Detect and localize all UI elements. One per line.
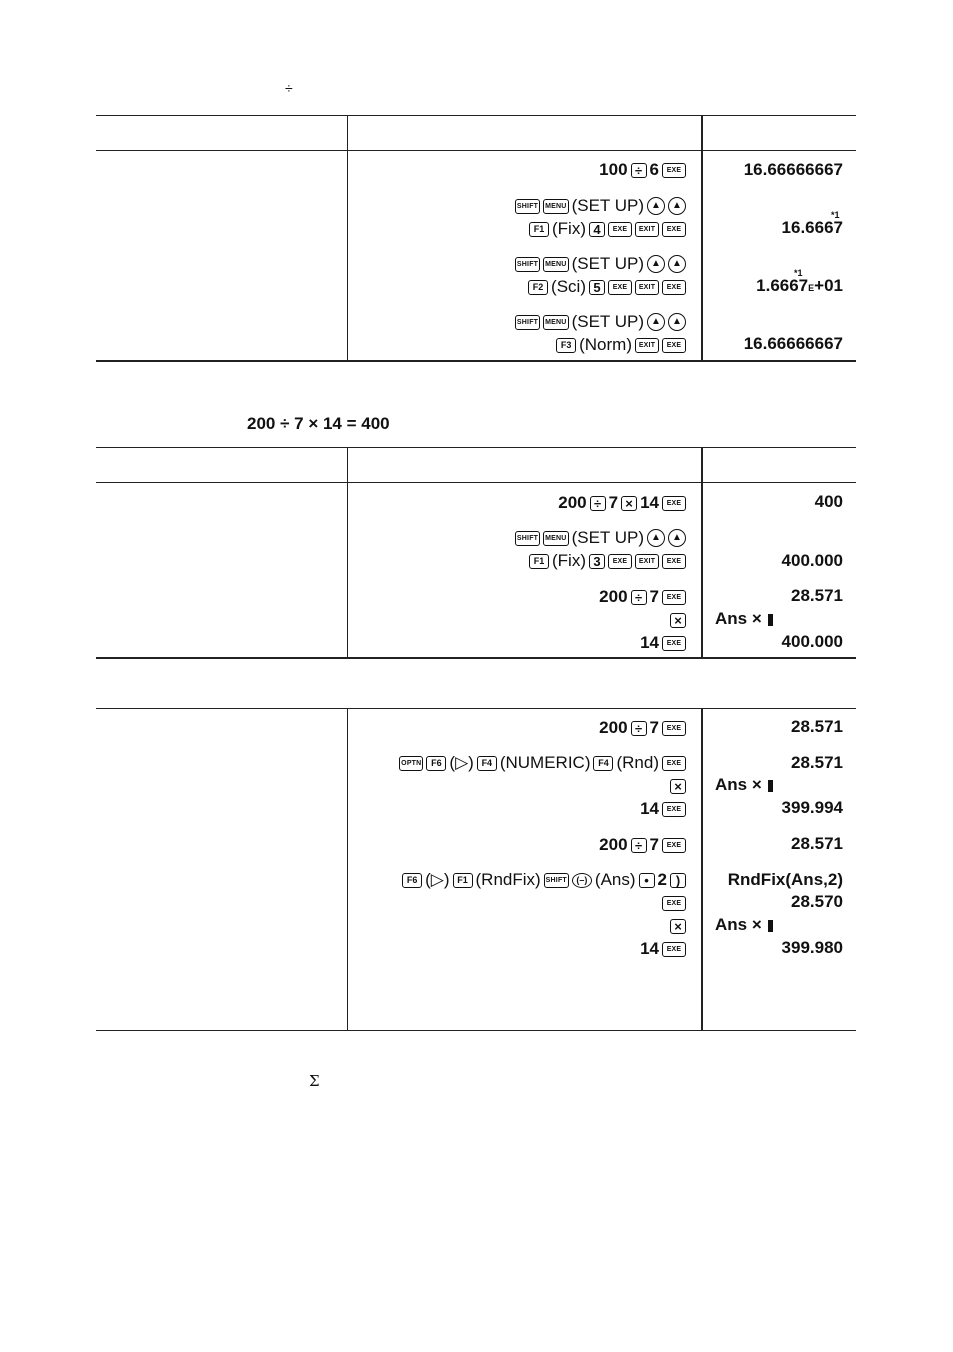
up-arrow-key[interactable]: ▲: [647, 255, 665, 273]
cursor-icon: [768, 614, 773, 626]
result: [715, 914, 773, 936]
up-arrow-key[interactable]: ▲: [668, 255, 686, 273]
key-sequence: [515, 527, 686, 549]
ans-expression: Ans ×: [715, 775, 762, 794]
multiply-key[interactable]: ×: [670, 919, 686, 934]
f6-key[interactable]: F6: [402, 873, 422, 888]
key-sequence: [515, 253, 686, 275]
divide-key[interactable]: ÷: [631, 838, 647, 853]
number: 7: [649, 718, 659, 737]
up-arrow-key[interactable]: ▲: [647, 313, 665, 331]
result: 400: [814, 492, 843, 511]
f1-key[interactable]: F1: [529, 222, 549, 237]
shift-key[interactable]: SHIFT: [515, 315, 540, 330]
key-label: (Sci): [551, 277, 586, 296]
number: 14: [640, 939, 659, 958]
menu-key[interactable]: MENU: [543, 315, 568, 330]
number: 200: [558, 493, 587, 512]
result: 28.570: [791, 892, 843, 911]
result: 28.571: [791, 834, 843, 853]
divide-key[interactable]: ÷: [631, 163, 647, 178]
exe-key[interactable]: EXE: [662, 942, 686, 957]
key-label: (SET UP): [571, 196, 644, 215]
key-sequence: [529, 218, 686, 240]
key-label: (Fix): [552, 551, 586, 570]
exe-key[interactable]: EXE: [662, 838, 686, 853]
key-sequence: [399, 752, 686, 774]
number: 6: [649, 160, 659, 179]
three-key[interactable]: 3: [589, 554, 605, 569]
exit-key[interactable]: EXIT: [635, 338, 659, 353]
cursor-icon: [768, 920, 773, 932]
result: 28.571: [791, 586, 843, 605]
exe-key[interactable]: EXE: [608, 554, 632, 569]
four-key[interactable]: 4: [589, 222, 605, 237]
exe-key[interactable]: EXE: [662, 338, 686, 353]
result: 16.66666667: [743, 160, 843, 179]
exe-key[interactable]: EXE: [662, 721, 686, 736]
key-sequence: [599, 717, 686, 739]
exe-key[interactable]: EXE: [662, 802, 686, 817]
key-label: (Ans): [594, 870, 636, 889]
exit-key[interactable]: EXIT: [635, 222, 659, 237]
exe-key[interactable]: EXE: [662, 636, 686, 651]
result: [715, 608, 773, 630]
exe-key[interactable]: EXE: [608, 280, 632, 295]
five-key[interactable]: 5: [589, 280, 605, 295]
up-arrow-key[interactable]: ▲: [668, 197, 686, 215]
key-label: (SET UP): [571, 312, 644, 331]
key-sequence: [515, 311, 686, 333]
exe-key[interactable]: EXE: [608, 222, 632, 237]
ans-expression: Ans ×: [715, 609, 762, 628]
footnote-mark: *1: [794, 268, 803, 278]
footnote-mark: *1: [831, 210, 840, 220]
key-label: (SET UP): [571, 254, 644, 273]
key-sequence: [515, 195, 686, 217]
f1-key[interactable]: F1: [453, 873, 473, 888]
example-title: 200 ÷ 7 × 14 = 400: [247, 414, 390, 433]
divide-glyph: ÷: [285, 80, 293, 96]
number: 14: [640, 799, 659, 818]
number: 2: [657, 870, 667, 889]
result: [756, 275, 843, 297]
number: 14: [640, 493, 659, 512]
key-sequence: [640, 798, 686, 820]
divide-key[interactable]: ÷: [590, 496, 606, 511]
result: 400.000: [781, 551, 843, 570]
shift-key[interactable]: SHIFT: [515, 257, 540, 272]
exe-key[interactable]: EXE: [662, 590, 686, 605]
number: 14: [640, 633, 659, 652]
shift-key[interactable]: SHIFT: [515, 531, 540, 546]
key-label: (SET UP): [571, 528, 644, 547]
number: 7: [608, 493, 619, 512]
number: 7: [649, 835, 659, 854]
shift-key[interactable]: SHIFT: [515, 199, 540, 214]
sigma-glyph: Σ: [309, 1072, 320, 1090]
exit-key[interactable]: EXIT: [635, 280, 659, 295]
comma-key[interactable]: •: [639, 873, 655, 888]
result: 399.994: [781, 798, 843, 817]
key-sequence: [556, 334, 686, 356]
negative-key[interactable]: (–): [572, 873, 592, 888]
multiply-key[interactable]: ×: [670, 779, 686, 794]
up-arrow-key[interactable]: ▲: [647, 529, 665, 547]
divide-key[interactable]: ÷: [631, 721, 647, 736]
key-sequence: [528, 276, 686, 298]
key-sequence: [670, 609, 686, 631]
f3-key[interactable]: F3: [556, 338, 576, 353]
exe-key[interactable]: EXE: [662, 896, 686, 911]
result: 399.980: [781, 938, 843, 957]
multiply-key[interactable]: ×: [621, 496, 637, 511]
mantissa: 1.6667: [756, 276, 809, 295]
key-sequence: [662, 892, 686, 914]
key-sequence: [599, 586, 686, 608]
key-label: (▷): [449, 753, 474, 772]
number: 7: [649, 587, 659, 606]
key-sequence: [599, 834, 686, 856]
f1-key[interactable]: F1: [529, 554, 549, 569]
exe-key[interactable]: EXE: [662, 756, 686, 771]
key-label: (Fix): [552, 219, 586, 238]
up-arrow-key[interactable]: ▲: [668, 529, 686, 547]
key-sequence: [529, 550, 686, 572]
result: 16.66666667: [743, 334, 843, 353]
result: 28.571: [791, 717, 843, 736]
key-sequence: [670, 915, 686, 937]
key-sequence: [599, 159, 686, 181]
menu-key[interactable]: MENU: [543, 257, 568, 272]
divide-key[interactable]: ÷: [631, 590, 647, 605]
result: [715, 774, 773, 796]
up-arrow-key[interactable]: ▲: [647, 197, 665, 215]
number: 100: [599, 160, 628, 179]
up-arrow-key[interactable]: ▲: [668, 313, 686, 331]
key-sequence: [640, 938, 686, 960]
shift-key[interactable]: SHIFT: [544, 873, 569, 888]
key-label: (Rnd): [616, 753, 659, 772]
exe-key[interactable]: EXE: [662, 554, 686, 569]
f6-key[interactable]: F6: [426, 756, 446, 771]
f2-key[interactable]: F2: [528, 280, 548, 295]
exe-key[interactable]: EXE: [662, 222, 686, 237]
exe-key[interactable]: EXE: [662, 280, 686, 295]
exe-key[interactable]: EXE: [662, 163, 686, 178]
f4-key[interactable]: F4: [477, 756, 497, 771]
exponent: +01: [814, 276, 843, 295]
number: 200: [599, 718, 628, 737]
key-label: (Norm): [579, 335, 632, 354]
key-sequence: [640, 632, 686, 654]
ans-expression: Ans ×: [715, 915, 762, 934]
key-sequence: [558, 492, 686, 514]
right-paren-key[interactable]: ): [670, 873, 686, 888]
multiply-key[interactable]: ×: [670, 613, 686, 628]
result: RndFix(Ans,2): [727, 870, 843, 889]
number: 200: [599, 587, 628, 606]
menu-key[interactable]: MENU: [543, 531, 568, 546]
key-label: (RndFix): [475, 870, 541, 889]
result: 400.000: [781, 632, 843, 651]
exit-key[interactable]: EXIT: [635, 554, 659, 569]
f4-key[interactable]: F4: [593, 756, 613, 771]
result: 28.571: [791, 753, 843, 772]
exponent-marker: E: [808, 283, 815, 293]
key-label: (▷): [425, 870, 450, 889]
key-label: (NUMERIC): [499, 753, 591, 772]
cursor-icon: [768, 780, 773, 792]
result: 16.6667: [781, 218, 843, 237]
optn-key[interactable]: OPTN: [399, 756, 423, 771]
key-sequence: [402, 869, 686, 891]
key-sequence: [670, 775, 686, 797]
menu-key[interactable]: MENU: [543, 199, 568, 214]
number: 200: [599, 835, 628, 854]
exe-key[interactable]: EXE: [662, 496, 686, 511]
